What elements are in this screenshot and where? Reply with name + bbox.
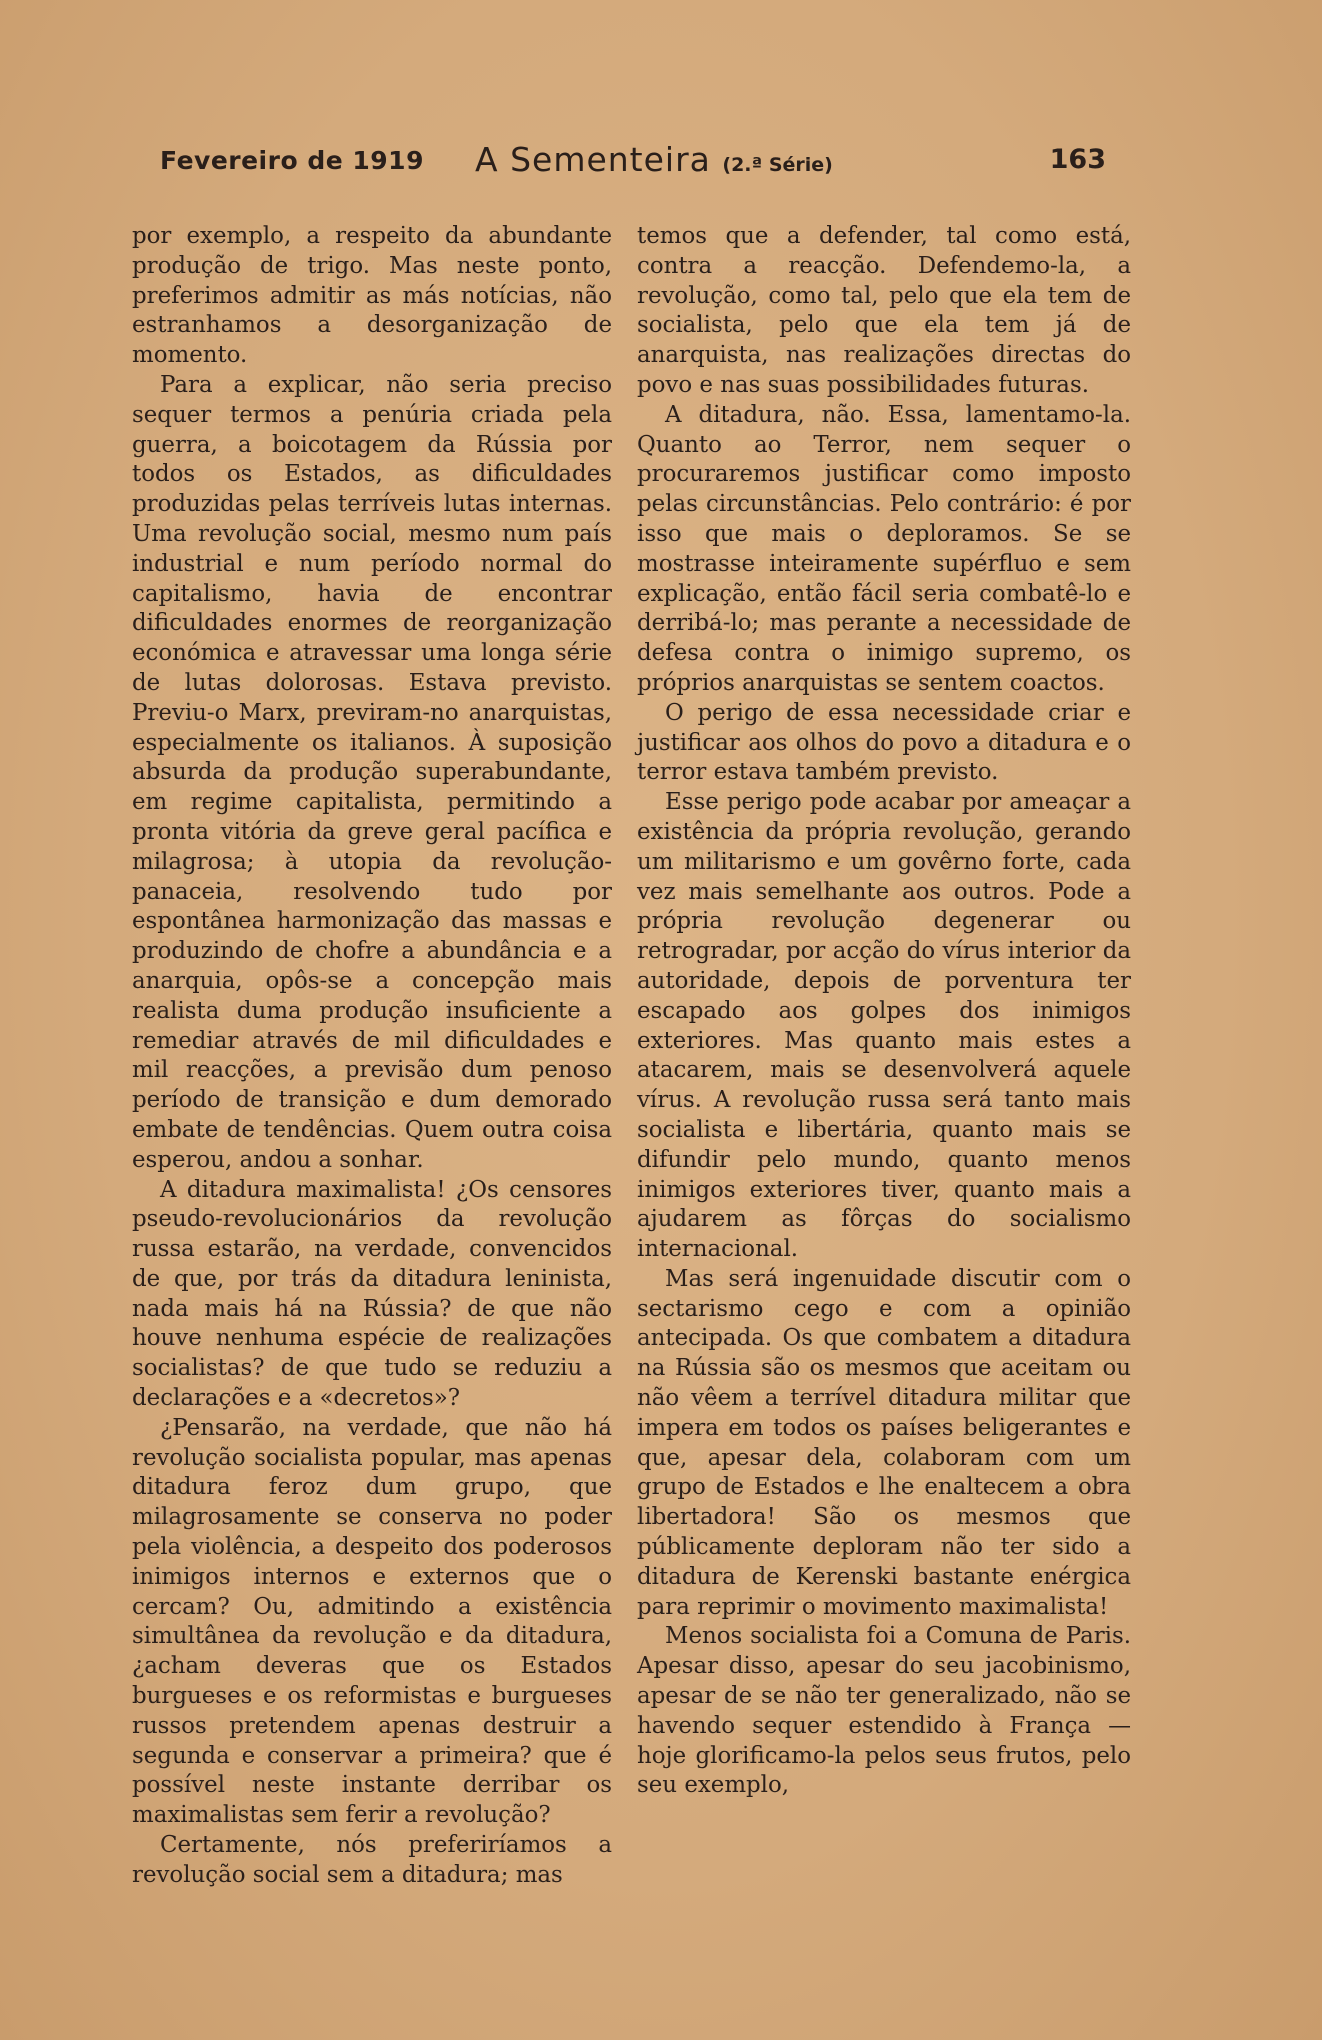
page-header (160, 140, 1120, 184)
issue-date: Fevereiro de 1919 (160, 146, 424, 175)
series-label: (2.ª Série) (722, 154, 833, 176)
paragraph: A ditadura maximalista! ¿Os censores pseudo-revolucionários da revolução russa estarão, na verdade, convencidos de que, por trás da ditadura leninista, nada mais há na Rússia? de que não houve nenhuma espécie de realizações socialistas? de que tudo se reduziu a declarações e a «decretos»? (132, 1176, 612, 1412)
journal-name: A Sementeira (475, 140, 711, 179)
paragraph: Esse perigo pode acabar por ameaçar a existência da própria revolução, gerando um militarismo e um govêrno forte, cada vez mais semelhante aos outros. Pode a própria revolução degenerar ou retrogradar, por acção do vírus interior da autoridade, depois de porventura ter escapado aos golpes dos inimigos exteriores. Mas quanto mais estes a atacarem, mais se desenvolverá aquele vírus. A revolução russa será tanto mais socialista e libertária, quanto mais se difundir pelo mundo, quanto menos inimigos exteriores tiver, quanto mais a ajudarem as fôrças do socialismo internacional. (637, 789, 1131, 1263)
paragraph: temos que a defender, tal como está, contra a reacção. Defendemo-la, a revolução, como tal, pelo que ela tem de socialista, pelo que ela tem já de anarquista, nas realizações directas do povo e nas suas possibilidades futuras. (637, 223, 1131, 398)
journal-title (475, 140, 833, 179)
page-number: 163 (1049, 144, 1106, 175)
paragraph: Certamente, nós preferiríamos a revolução social sem a ditadura; mas (132, 1832, 612, 1888)
paragraph: O perigo de essa necessidade criar e justificar aos olhos do povo a ditadura e o terror estava também previsto. (637, 699, 1131, 786)
paragraph: Mas será ingenuidade discutir com o sectarismo cego e com a opinião antecipada. Os que combatem a ditadura na Rússia são os mesmos que aceitam ou não vêem a terrível ditadura militar que impera em todos os países beligerantes e que, apesar dela, colaboram com um grupo de Estados e lhe enaltecem a obra libertadora! São os mesmos que públicamente deploram não ter sido a ditadura de Kerenski bastante enérgica para reprimir o movimento maximalista! (637, 1265, 1131, 1620)
left-column (132, 222, 612, 1891)
paragraph: ¿Pensarão, na verdade, que não há revolução socialista popular, mas apenas ditadura feroz dum grupo, que milagrosamente se conserva no poder pela violência, a despeito dos poderosos inimigos internos e externos que o cercam? Ou, admitindo a existência simultânea da revolução e da ditadura, ¿acham deveras que os Estados burgueses e os reformistas e burgueses russos pretendem apenas destruir a segunda e conservar a primeira? que é possível neste instante derribar os maximalistas sem ferir a revolução? (132, 1414, 612, 1829)
paragraph: Menos socialista foi a Comuna de Paris. Apesar disso, apesar do seu jacobinismo, apesar de se não ter generalizado, não se havendo sequer estendido à França — hoje glorificamo-la pelos seus frutos, pelo seu exemplo, (637, 1623, 1131, 1799)
paragraph: Para a explicar, não seria preciso sequer termos a penúria criada pela guerra, a boicotagem da Rússia por todos os Estados, as dificuldades produzidas pelas terríveis lutas internas. Uma revolução social, mesmo num país industrial e num período normal do capitalismo, havia de encontrar dificuldades enormes de reorganização económica e atravessar uma longa série de lutas dolorosas. Estava previsto. Previu-o Marx, previram-no anarquistas, especialmente os italianos. À suposição absurda da produção superabundante, em regime capitalista, permitindo a pronta vitória da greve geral pacífica e milagrosa; à utopia da revolução-panaceia, resolvendo tudo por espontânea harmonização das massas e produzindo de chofre a abundância e a anarquia, opôs-se a concepção mais realista duma produção insuficiente a remediar através de mil dificuldades e mil reacções, a previsão dum penoso período de transição e dum demorado embate de tendências. Quem outra coisa esperou, andou a sonhar. (132, 371, 612, 1173)
paragraph: A ditadura, não. Essa, lamentamo-la. Quanto ao Terror, nem sequer o procuraremos justificar como imposto pelas circunstâncias. Pelo contrário: é por isso que mais o deploramos. Se se mostrasse inteiramente supérfluo e sem explicação, então fácil seria combatê-lo e derribá-lo; mas perante a necessidade de defesa contra o inimigo supremo, os próprios anarquistas se sentem coactos. (637, 401, 1131, 696)
right-column (637, 222, 1131, 1801)
paragraph: por exemplo, a respeito da abundante produção de trigo. Mas neste ponto, preferimos admitir as más notícias, não estranhamos a desorganização de momento. (132, 223, 612, 369)
